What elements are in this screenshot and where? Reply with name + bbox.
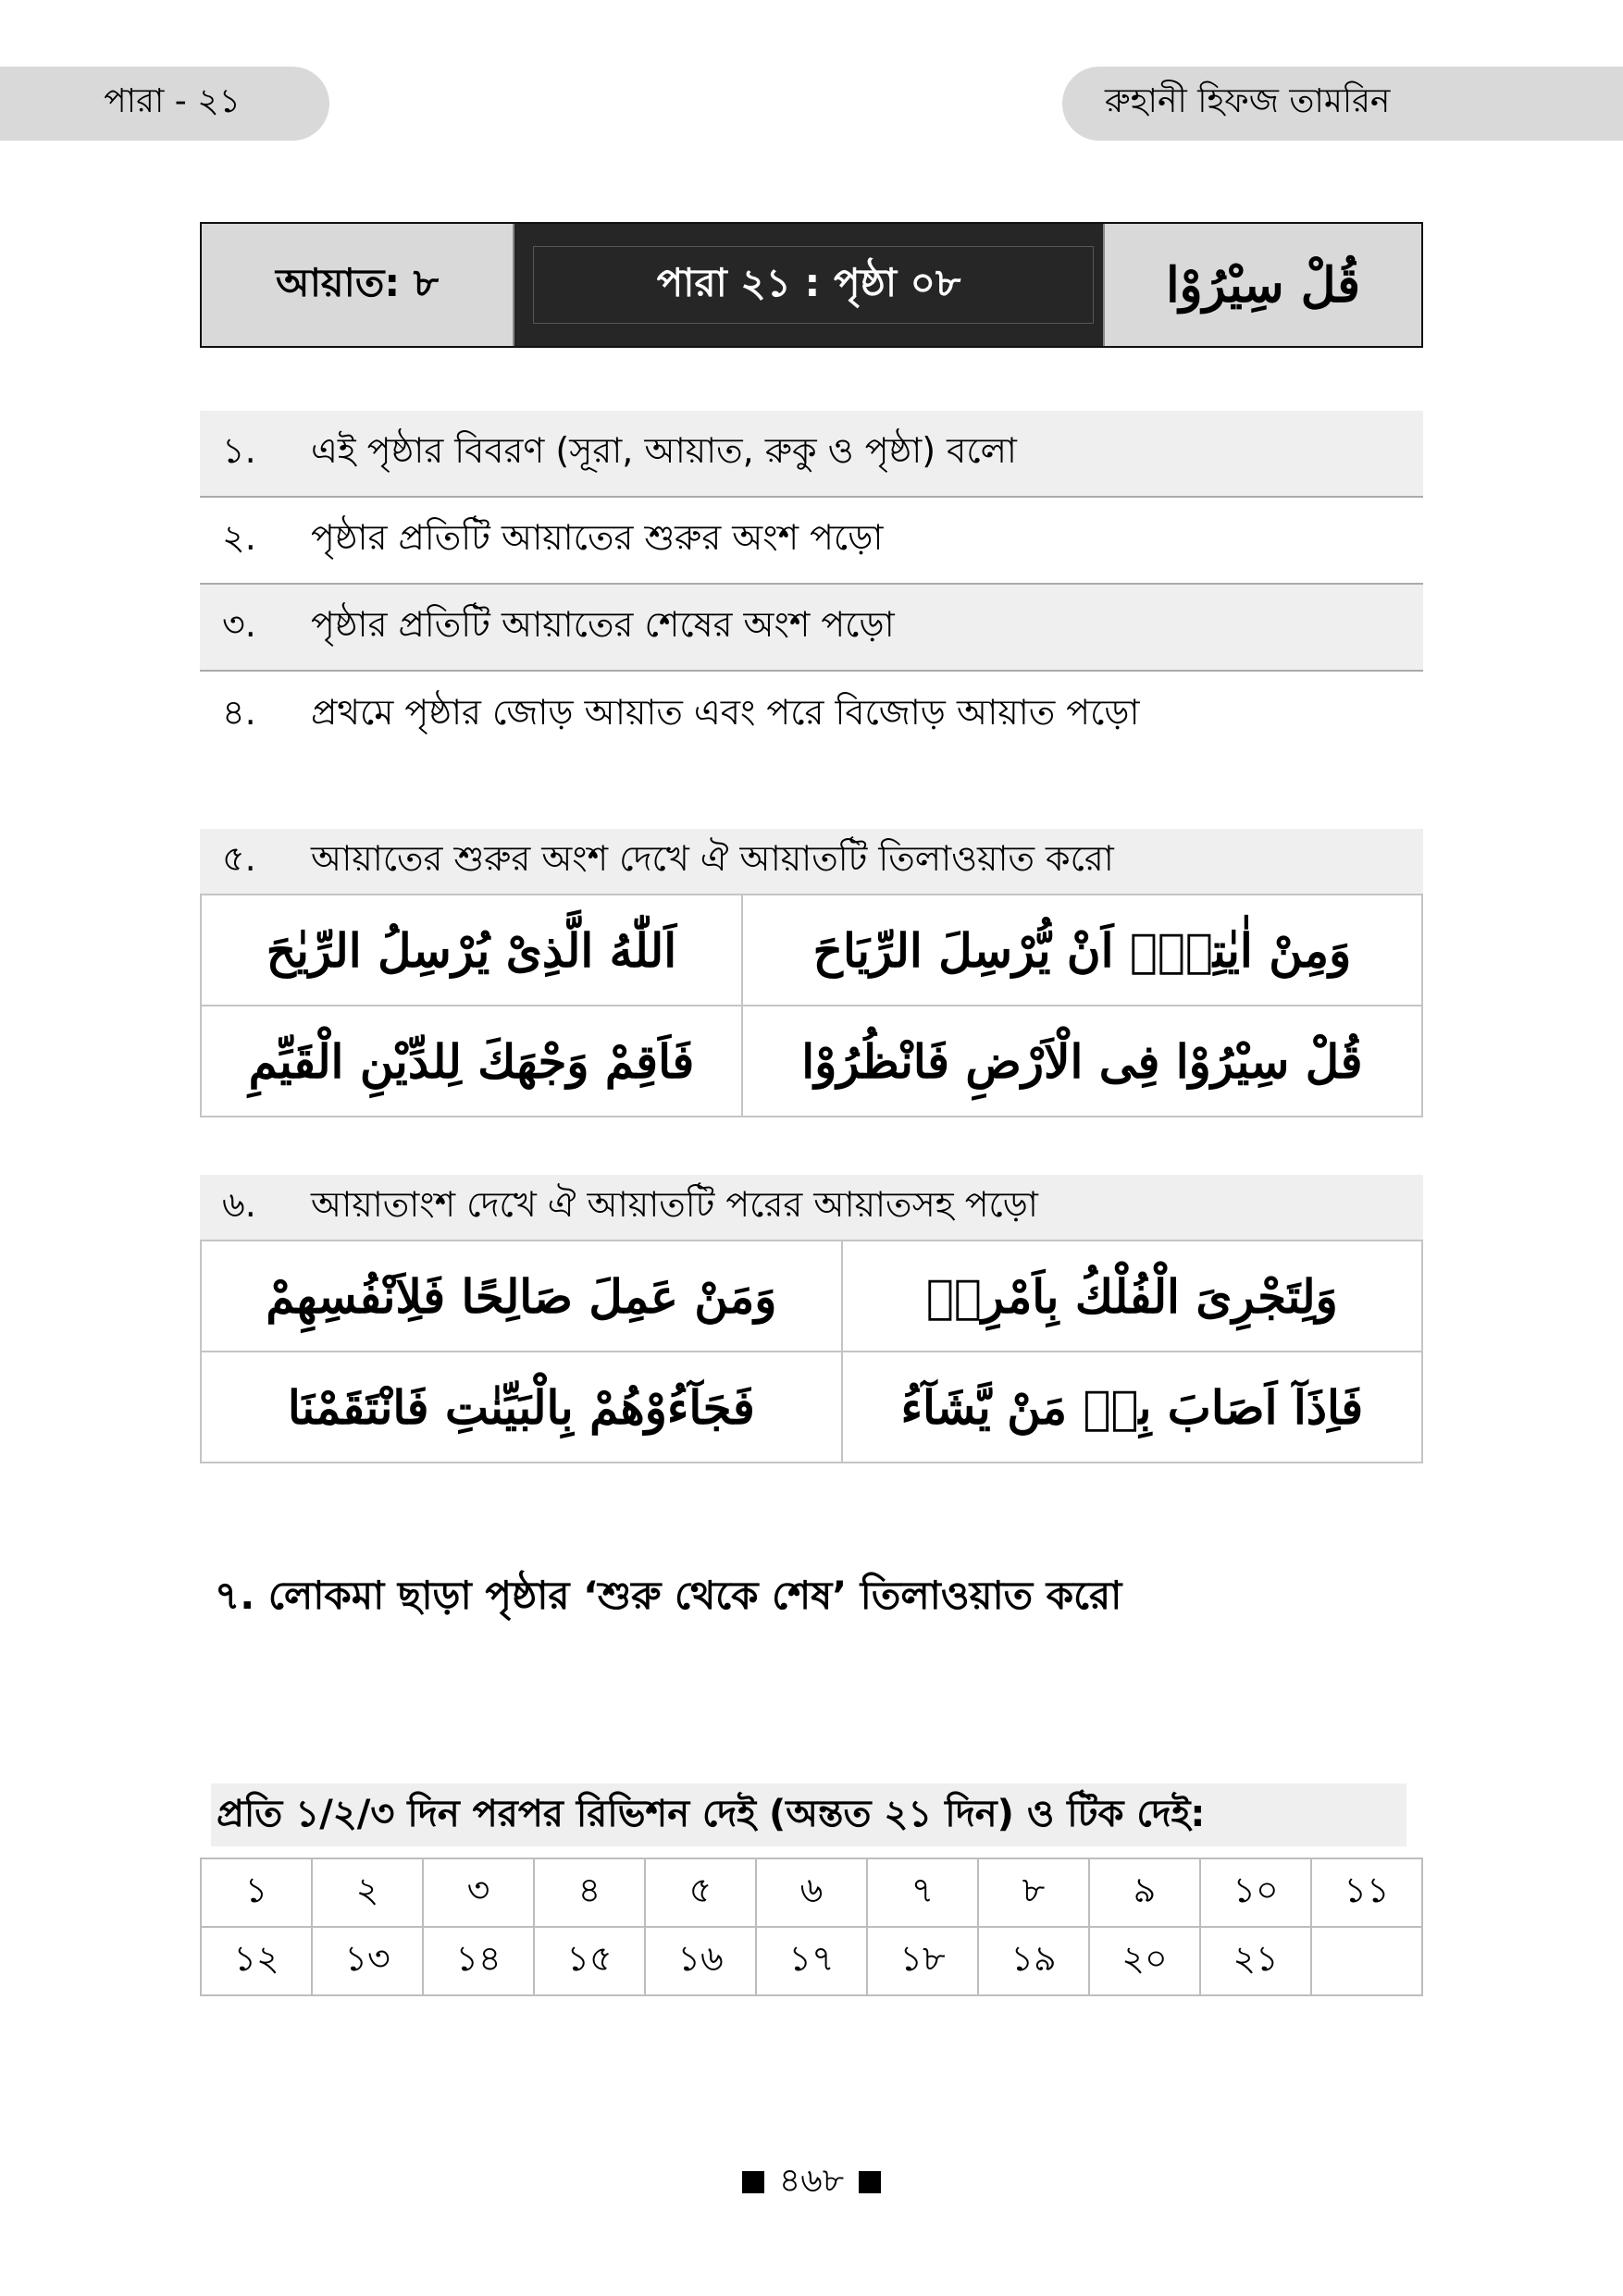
task-7: ৭. লোকমা ছাড়া পৃষ্ঠার ‘শুরু থেকে শেষ’ তিলাওয়াত করো	[215, 1573, 1122, 1618]
section-6-title	[200, 1175, 1423, 1240]
revision-day-cell[interactable]: ১১	[1311, 1858, 1422, 1927]
revision-day-cell[interactable]: ১৯	[978, 1927, 1089, 1995]
page-info-box	[200, 222, 1423, 348]
revision-day-cell[interactable]: ২	[312, 1858, 423, 1927]
revision-row	[201, 1927, 1422, 1995]
revision-day-cell[interactable]: ১৬	[645, 1927, 756, 1995]
revision-day-cell[interactable]: ১০	[1200, 1858, 1311, 1927]
revision-day-cell[interactable]: ১২	[201, 1927, 312, 1995]
square-bullet-icon	[859, 2171, 881, 2193]
task-item	[200, 585, 1423, 672]
ayat-count: আয়াত: ৮	[202, 224, 514, 346]
task-list	[200, 411, 1423, 759]
square-bullet-icon	[742, 2171, 764, 2193]
revision-day-cell[interactable]: ৮	[978, 1858, 1089, 1927]
section-6	[200, 1175, 1423, 1463]
section-5-grid	[200, 894, 1423, 1117]
section-number: ৬.	[222, 1184, 256, 1225]
ayah-cell: وَمَنْ عَمِلَ صَالِحًا فَلِاَنْفُسِهِمْ	[201, 1241, 842, 1352]
revision-day-cell[interactable]: ১	[201, 1858, 312, 1927]
revision-day-cell[interactable]: ৪	[534, 1858, 645, 1927]
page-footer	[0, 2155, 1623, 2211]
para-label-pill	[0, 67, 329, 141]
ayah-cell: فَاِذَآ اَصَابَ بِهٖ مَنْ يَّشَآءُ	[842, 1352, 1422, 1463]
task-number: ৩.	[222, 604, 256, 645]
revision-day-cell[interactable]: ৬	[756, 1858, 867, 1927]
revision-tracker	[200, 1858, 1423, 1996]
revision-row	[201, 1858, 1422, 1927]
revision-day-cell[interactable]: ২১	[1200, 1927, 1311, 1995]
task-item	[200, 411, 1423, 498]
revision-day-cell[interactable]: ১৩	[312, 1927, 423, 1995]
book-title-pill	[1062, 67, 1623, 141]
revision-day-cell[interactable]: ৭	[867, 1858, 978, 1927]
para-label: পারা - ২১	[104, 82, 241, 120]
revision-day-cell[interactable]: ৯	[1089, 1858, 1200, 1927]
revision-day-cell[interactable]: ১৭	[756, 1927, 867, 1995]
revision-day-cell[interactable]: ১৮	[867, 1927, 978, 1995]
section-title-text: আয়াতের শুরুর অংশ দেখে ঐ আয়াতটি তিলাওয়াত করো	[311, 838, 1114, 879]
ayah-cell: وَلِتَجْرِىَ الْفُلْكُ بِاَمْرِهٖ	[842, 1241, 1422, 1352]
ayah-cell: فَاَقِمْ وَجْهَكَ لِلدِّيْنِ الْقَيِّمِ	[201, 1006, 742, 1117]
task-text: পৃষ্ঠার প্রতিটি আয়াতের শেষের অংশ পড়ো	[311, 604, 895, 645]
section-5	[200, 829, 1423, 1117]
task-number: ২.	[222, 517, 256, 558]
ayah-cell: وَمِنْ اٰيٰتِهٖٓ اَنْ يُّرْسِلَ الرِّيَاحَ	[742, 895, 1422, 1006]
revision-day-cell[interactable]: ২০	[1089, 1927, 1200, 1995]
revision-day-cell[interactable]: ৫	[645, 1858, 756, 1927]
revision-day-cell[interactable]: ১৫	[534, 1927, 645, 1995]
task-item	[200, 498, 1423, 585]
task-number: ১.	[222, 430, 256, 471]
section-6-grid	[200, 1240, 1423, 1463]
ayah-cell: فَجَآءُوْهُمْ بِالْبَيِّنٰتِ فَانْتَقَمْنَا	[201, 1352, 842, 1463]
para-page-label	[514, 224, 1103, 346]
section-number: ৫.	[222, 838, 256, 879]
page-number: ৪৬৮	[778, 2162, 845, 2200]
revision-day-cell[interactable]: ৩	[423, 1858, 534, 1927]
section-5-title	[200, 829, 1423, 894]
section-title-text: আয়াতাংশ দেখে ঐ আয়াতটি পরের আয়াতসহ পড়ো	[311, 1184, 1038, 1225]
ayah-cell: قُلْ سِيْرُوْا فِى الْاَرْضِ فَانْظُرُوْا	[742, 1006, 1422, 1117]
task-item	[200, 672, 1423, 759]
book-title: রুহানী হিফজ তামরিন	[1105, 82, 1391, 120]
task-text: প্রথমে পৃষ্ঠার জোড় আয়াত এবং পরে বিজোড় আয়াত পড়ো	[311, 692, 1140, 733]
revision-day-cell[interactable]	[1311, 1927, 1422, 1995]
para-page-text: পারা ২১ : পৃষ্ঠা ০৮	[656, 259, 961, 305]
task-text: পৃষ্ঠার প্রতিটি আয়াতের শুরুর অংশ পড়ো	[311, 517, 884, 558]
task-number: ৪.	[222, 692, 256, 733]
revision-title: প্রতি ১/২/৩ দিন পরপর রিভিশন দেই (অন্তত ২১ দিন) ও টিক দেই:	[211, 1784, 1406, 1846]
revision-day-cell[interactable]: ১৪	[423, 1927, 534, 1995]
task-text: এই পৃষ্ঠার বিবরণ (সূরা, আয়াত, রুকু ও পৃষ্ঠা) বলো	[311, 430, 1017, 471]
ayah-cell: اَللّٰهُ الَّذِىْ يُرْسِلُ الرِّيٰحَ	[201, 895, 742, 1006]
arabic-start-phrase: قُلْ سِيْرُوْا	[1103, 224, 1421, 346]
